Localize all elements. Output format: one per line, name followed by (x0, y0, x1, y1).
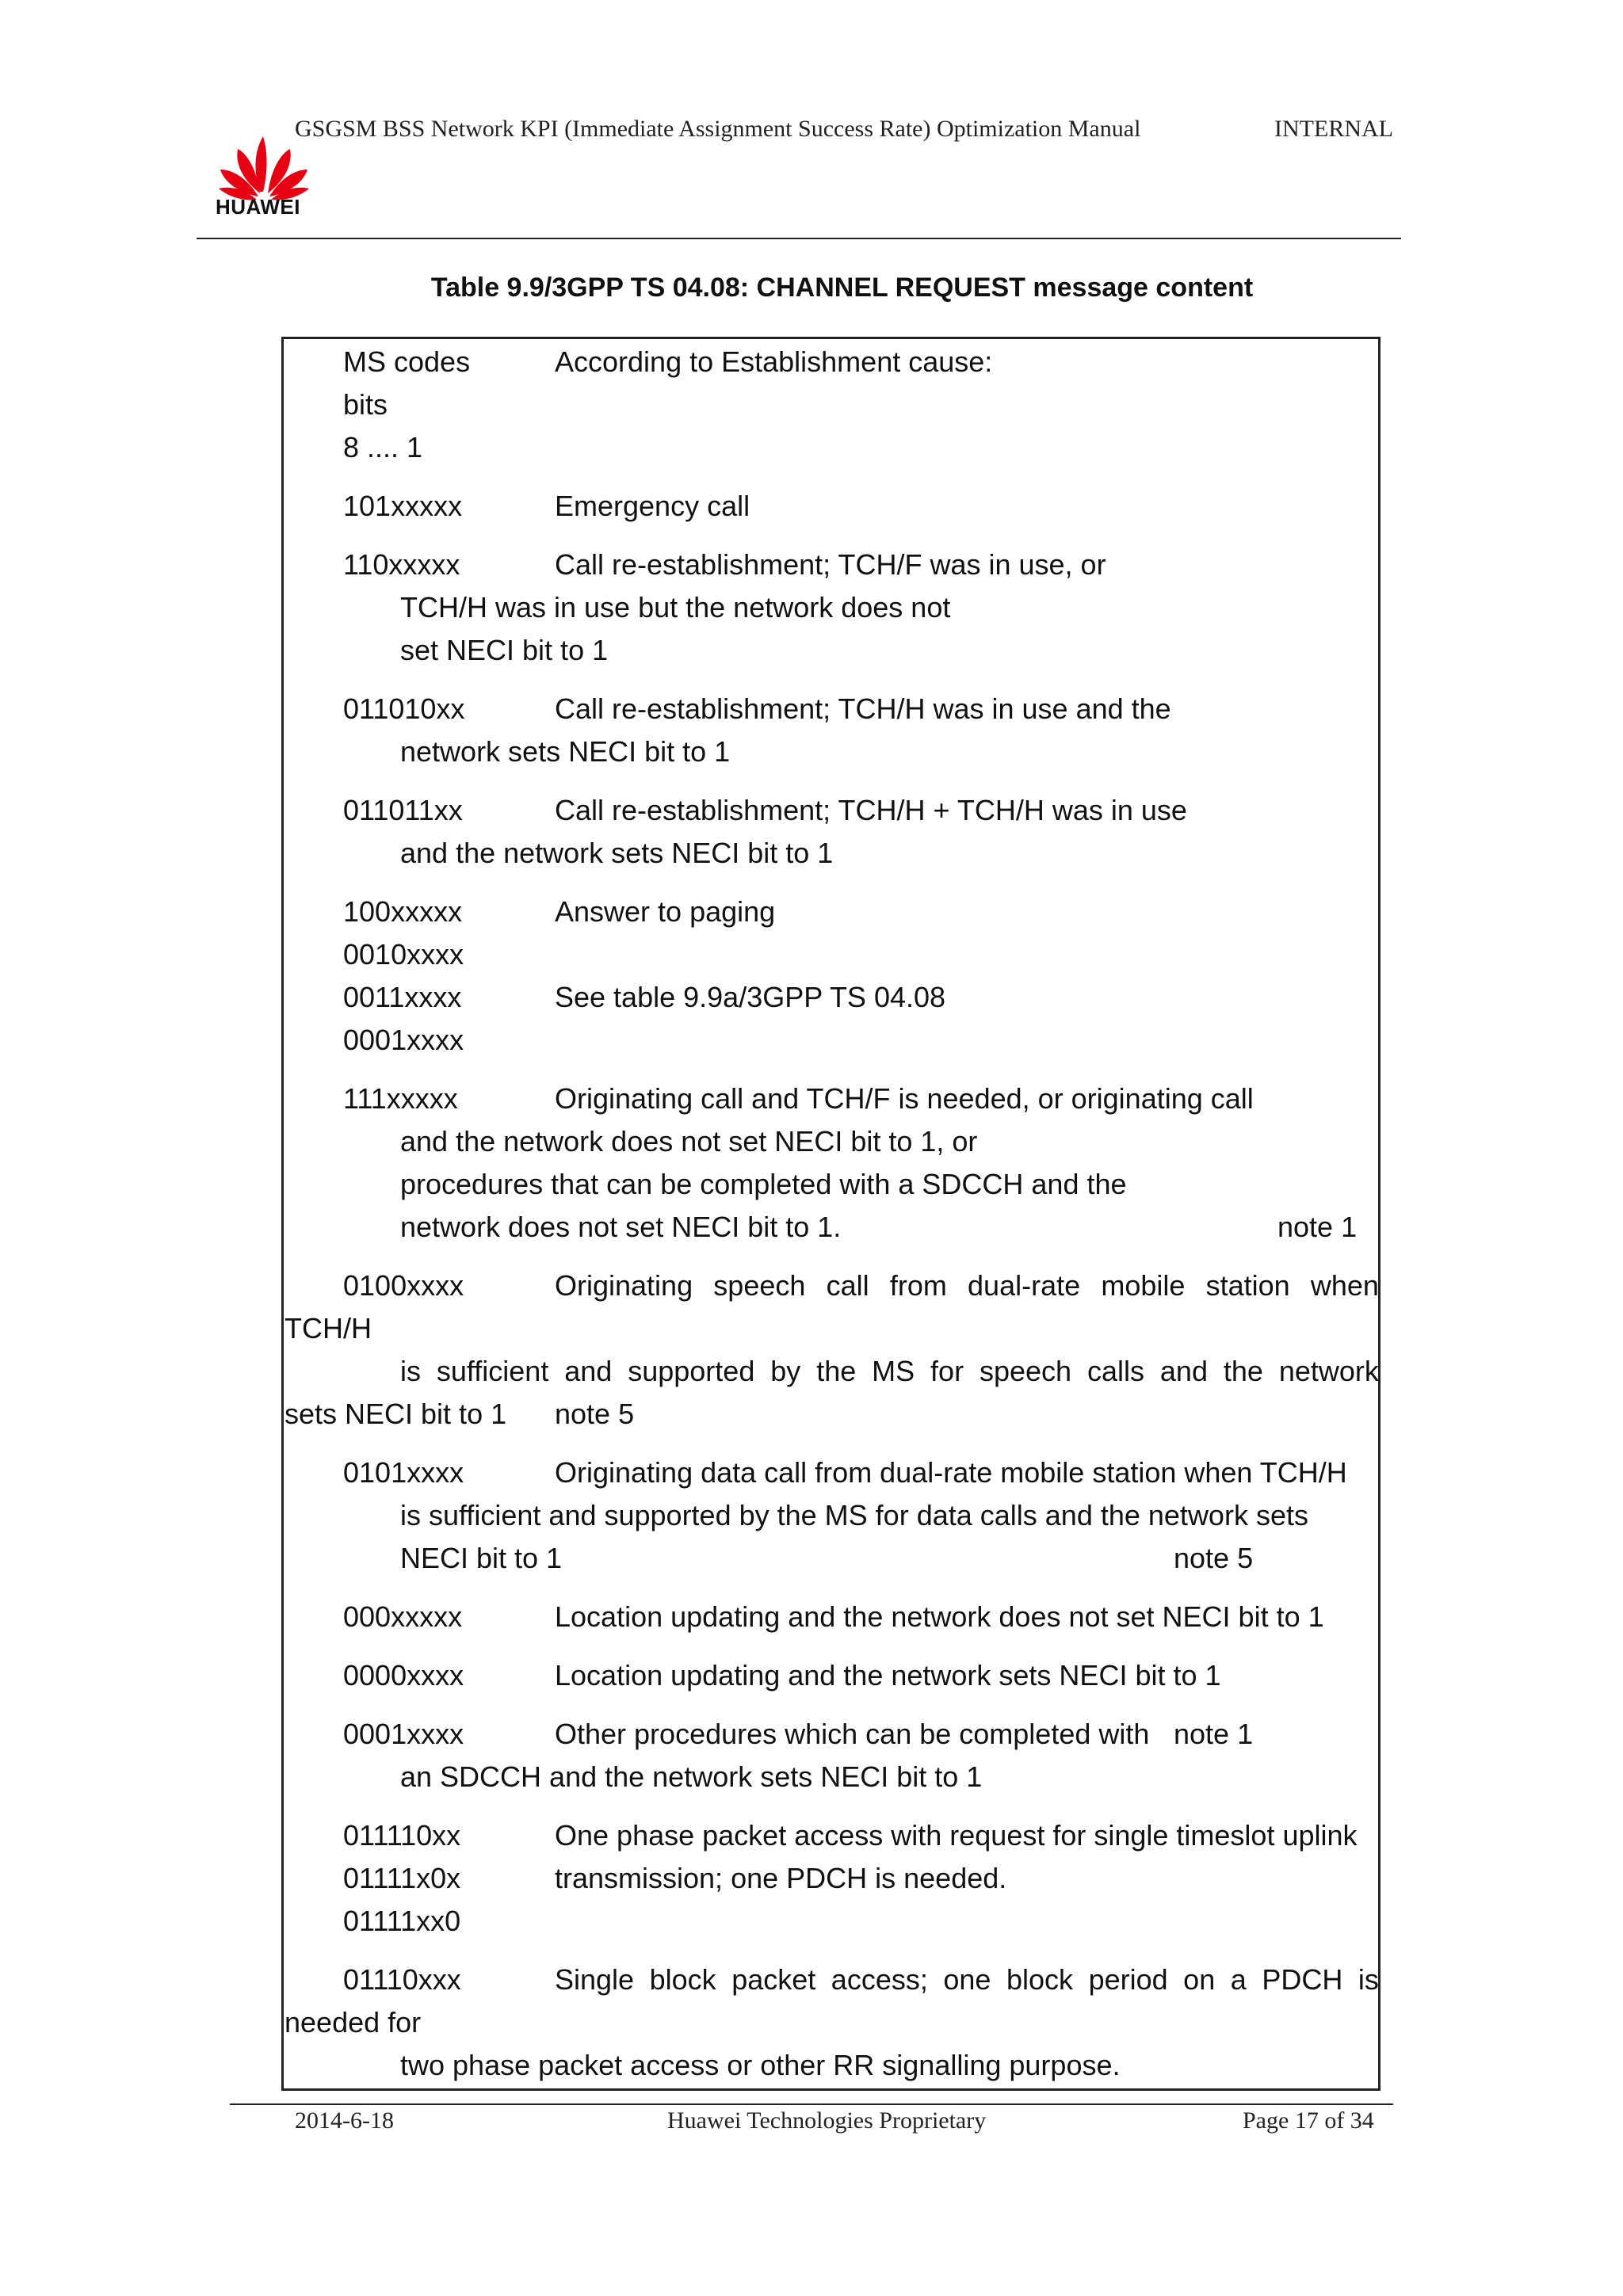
footer-date: 2014-6-18 (295, 2107, 394, 2134)
code-cell: 111xxxxx (343, 1082, 458, 1115)
classification-label: INTERNAL (1274, 116, 1393, 142)
cause-continuation: set NECI bit to 1 (400, 634, 609, 666)
ms-codes-header: MS codes (343, 345, 471, 378)
establishment-cause-header: According to Establishment cause: (555, 345, 993, 378)
note-reference: note 5 (555, 1398, 635, 1430)
code-cell: 0001xxxx (343, 1024, 464, 1056)
cause-cell: Call re-establishment; TCH/F was in use, or (555, 548, 1106, 581)
cause-continuation: is sufficient and supported by the MS for speech calls and the network (400, 1355, 1379, 1387)
code-cell: 0001xxxx (343, 1718, 464, 1750)
cause-cell: Answer to paging (555, 895, 776, 928)
code-cell: 110xxxxx (343, 548, 460, 581)
code-cell: 100xxxxx (343, 895, 463, 928)
cause-cell: Originating call and TCH/F is needed, or originating call (555, 1082, 1254, 1115)
code-cell: 101xxxxx (343, 490, 463, 522)
cause-continuation: and the network sets NECI bit to 1 (400, 837, 834, 869)
document-title: GSGSM BSS Network KPI (Immediate Assignment Success Rate) Optimization Manual (295, 116, 1141, 142)
code-cell: 011011xx (343, 794, 463, 826)
note-reference: note 1 (1174, 1718, 1254, 1750)
footer-page-number: Page 17 of 34 (1243, 2107, 1374, 2134)
cause-cell: Location updating and the network sets NECI bit to 1 (555, 1659, 1221, 1691)
cause-continuation: an SDCCH and the network sets NECI bit to 1 (400, 1760, 983, 1793)
code-cell: 01111x0x (343, 1862, 461, 1894)
cause-cell: Originating data call from dual-rate mobile station when TCH/H (555, 1456, 1347, 1489)
code-cell: 011010xx (343, 692, 465, 725)
code-cell: 0010xxxx (343, 938, 464, 971)
code-cell: 0000xxxx (343, 1659, 464, 1691)
code-cell: 0101xxxx (343, 1456, 464, 1489)
cause-continuation: and the network does not set NECI bit to 1, or (400, 1125, 978, 1158)
cause-cell: Call re-establishment; TCH/H + TCH/H was in use (555, 794, 1187, 826)
cause-continuation: network does not set NECI bit to 1. (400, 1211, 842, 1243)
code-cell: 01110xxx (343, 1963, 461, 1996)
bits-label: bits (343, 388, 388, 421)
header-divider (197, 238, 1401, 239)
cause-cell: See table 9.9a/3GPP TS 04.08 (555, 981, 946, 1013)
cause-continuation: network sets NECI bit to 1 (400, 735, 731, 768)
code-cell: 000xxxxx (343, 1600, 463, 1633)
logo-wordmark: HUAWEI (216, 195, 300, 219)
cause-cell: Emergency call (555, 490, 750, 522)
footer-proprietary: Huawei Technologies Proprietary (667, 2107, 987, 2134)
cause-cell: Call re-establishment; TCH/H was in use and the (555, 692, 1171, 725)
code-cell: 01111xx0 (343, 1905, 461, 1937)
footer-divider (230, 2103, 1393, 2105)
cause-cell: Other procedures which can be completed with (555, 1718, 1150, 1750)
table-caption: Table 9.9/3GPP TS 04.08: CHANNEL REQUEST message content (430, 273, 1254, 303)
cause-cell: One phase packet access with request for single timeslot uplink (555, 1819, 1358, 1852)
logo-petals (219, 136, 309, 200)
cause-continuation: procedures that can be completed with a SDCCH and the (400, 1168, 1127, 1200)
cause-continuation: TCH/H (285, 1312, 372, 1344)
code-cell: 0100xxxx (343, 1269, 464, 1302)
note-reference: note 1 (1277, 1211, 1358, 1243)
code-cell: 011110xx (343, 1819, 461, 1852)
cause-continuation: needed for (285, 2006, 422, 2039)
bit-range-label: 8 .... 1 (343, 431, 423, 463)
cause-continuation: TCH/H was in use but the network does not (400, 591, 951, 624)
cause-continuation: is sufficient and supported by the MS for data calls and the network sets (400, 1499, 1308, 1531)
code-cell: 0011xxxx (343, 981, 462, 1013)
cause-cell: Originating speech call from dual-rate mobile station when (555, 1269, 1379, 1302)
cause-continuation: transmission; one PDCH is needed. (555, 1862, 1007, 1894)
cause-cell: Location updating and the network does not set NECI bit to 1 (555, 1600, 1324, 1633)
cause-continuation: sets NECI bit to 1 (285, 1398, 507, 1430)
cause-cell: Single block packet access; one block period on a PDCH is (555, 1963, 1379, 1996)
cause-continuation: two phase packet access or other RR signalling purpose. (400, 2049, 1121, 2081)
cause-continuation: NECI bit to 1 (400, 1542, 563, 1574)
note-reference: note 5 (1174, 1542, 1254, 1574)
